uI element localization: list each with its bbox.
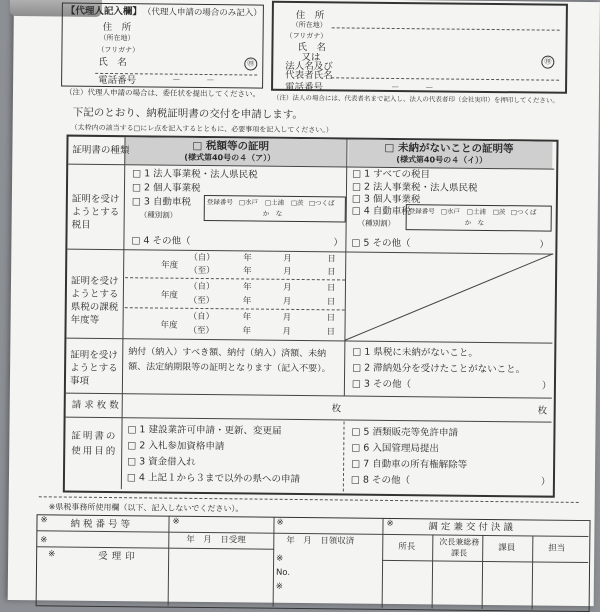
year-2-to: （至） <box>188 295 215 307</box>
purpose-item-2[interactable]: □ 2 入札参加資格申請 <box>127 440 225 453</box>
applicant-address-sub: （所在地） <box>291 20 327 30</box>
applicant-seal-mark: ㊞ <box>541 56 554 69</box>
office-mark-4: ※ <box>40 535 48 546</box>
agent-address-sub: （所在地） <box>99 33 135 43</box>
tax-b-kind-label: （種別割） <box>357 218 396 229</box>
application-form-sheet <box>8 0 600 606</box>
tax-a-place-2[interactable]: □土浦 <box>264 198 285 207</box>
office-no: No. <box>275 567 291 578</box>
tax-a-item-1[interactable]: □ 1 法人事業税・法人県民税 <box>132 168 258 181</box>
year-1-from-nen: 年 <box>243 253 252 264</box>
office-title: ※県税事務所使用欄（以下、記入しないでください）。 <box>48 502 244 514</box>
office-decision: 調定兼交付決議 <box>428 521 517 534</box>
year-1-to: （至） <box>189 265 215 277</box>
tax-b-place-4[interactable]: □つくば <box>510 208 537 217</box>
row-label-type: 証明書の種類 <box>72 144 130 157</box>
agent-address-label: 住 所 <box>102 21 132 34</box>
tax-a-reg-label: 登録番号 <box>206 198 233 207</box>
year-3-to-nen: 年 <box>242 326 252 337</box>
tax-b-item-1[interactable]: □ 1 すべての税目 <box>352 168 431 181</box>
copies-unit-a: 枚 <box>331 403 342 415</box>
matters-a-text: 納付（納入）すべき額、納付（納入）済額、未納額、法定納期限等の証明となります（記入不要）。 <box>128 347 331 375</box>
agent-box <box>61 3 264 89</box>
agent-footnote: （注）代理人申請の場合は、委任状を提出してください。 <box>64 87 261 99</box>
year-2-to-hi: 日 <box>326 297 336 308</box>
tax-b-item-4[interactable]: □ 4 自動車税 <box>351 205 411 218</box>
office-mark-5: ※ <box>48 549 56 560</box>
applicant-footnote: （注）法人の場合には、代表者名まで記入し、法人の代表者印（会社実印）を押印してください。 <box>272 93 559 105</box>
year-3-from-tsuki: 月 <box>282 312 292 323</box>
applicant-phone-label: 電話番号 <box>285 81 324 94</box>
tax-a-vehicle-box <box>204 195 346 222</box>
purpose-item-7[interactable]: □ 7 自動車の所有権解除等 <box>351 458 468 471</box>
year-1-nendo: 年度 <box>161 260 179 271</box>
applicant-furigana: （フリガナ） <box>285 31 328 41</box>
tax-a-kana: か な <box>262 209 283 218</box>
year-2-from-nen: 年 <box>242 282 252 293</box>
tax-b-item-5[interactable]: □ 5 その他（ <box>351 237 411 250</box>
instruction-text: （太枠内の該当する□にレ点を記入するとともに、必要事項を記入してください。） <box>70 123 333 135</box>
year-1-to-nen: 年 <box>243 266 252 277</box>
agent-name-label: 氏 名 <box>98 56 127 69</box>
agent-seal-mark: ㊞ <box>244 57 257 70</box>
matters-b-item-3[interactable]: □ 3 その他（ <box>351 378 412 391</box>
applicant-name-line-2: 又は <box>301 52 321 64</box>
office-role-4: 担当 <box>548 543 566 554</box>
matters-b-item-2[interactable]: □ 2 滞納処分を受けたことがないこと。 <box>352 362 526 376</box>
row-label-matters: 証明を受けようとする事項 <box>69 349 118 387</box>
office-tax-no: 納税番号等 <box>70 518 134 531</box>
row-label-tax-years: 証明を受けようとする県税の課税年度等 <box>70 275 119 326</box>
office-role-1: 所長 <box>398 542 416 553</box>
row-label-tax-items: 証明を受けようとする税目 <box>71 193 120 231</box>
office-ymd-received: 年 月 日受理 <box>186 534 246 546</box>
applicant-name-line-3: 法人名及び <box>285 60 333 73</box>
tax-a-place-1[interactable]: □水戸 <box>238 198 259 207</box>
office-received-stamp: 受理印 <box>98 550 139 563</box>
year-1-from-tsuki: 月 <box>283 253 292 264</box>
tax-b-reg-label: 登録番号 <box>408 207 435 216</box>
office-role-3: 課員 <box>498 543 516 554</box>
tax-b-place-2[interactable]: □土浦 <box>466 207 486 216</box>
office-role-2: 次長兼総務課長 <box>439 537 480 558</box>
purpose-item-8[interactable]: □ 8 その他（ <box>350 474 411 487</box>
year-1-from-hi: 日 <box>327 254 336 265</box>
col-a-title[interactable]: □ 税額等の証明 <box>192 139 270 153</box>
office-mark-1: ※ <box>40 515 48 526</box>
tax-b-item-2[interactable]: □ 2 法人事業税・法人県民税 <box>351 181 478 194</box>
year-2-from: （自） <box>188 281 215 293</box>
tax-b-vehicle-box <box>406 204 552 232</box>
years-not-applicable-diagonal <box>344 251 553 342</box>
year-3-from-hi: 日 <box>326 313 336 324</box>
purpose-item-6[interactable]: □ 6 入国管理局提出 <box>351 442 439 455</box>
tax-a-item-2[interactable]: □ 2 個人事業税 <box>131 182 201 194</box>
office-mark-7: ※ <box>275 581 284 592</box>
year-2-from-tsuki: 月 <box>282 282 292 293</box>
row-label-purpose: 証明書の使用目的 <box>71 430 118 458</box>
year-3-from-nen: 年 <box>242 312 252 323</box>
col-b-title[interactable]: □ 未納がないことの証明等 <box>384 141 514 156</box>
agent-box-title: 【代理人記入欄】 <box>65 5 142 18</box>
tax-a-place-4[interactable]: □つくば <box>308 199 335 208</box>
tax-a-place-3[interactable]: □茨 <box>290 198 304 208</box>
tax-b-item-3[interactable]: □ 3 個人事業税 <box>351 193 421 206</box>
copies-unit-b: 枚 <box>537 405 548 417</box>
agent-phone-dashes: － － <box>172 75 215 87</box>
purpose-item-5[interactable]: □ 5 酒類販売等免許申請 <box>351 426 459 439</box>
office-mark-6: ※ <box>276 553 284 564</box>
purpose-item-3[interactable]: □ 3 資金借入れ <box>127 456 196 468</box>
tax-a-item-3[interactable]: □ 3 自動車税 <box>131 196 191 208</box>
purpose-item-1[interactable]: □ 1 建設業許可申請・更新、変更届 <box>127 424 282 437</box>
office-mark-3: ※ <box>276 517 284 528</box>
year-2-to-nen: 年 <box>242 296 252 307</box>
year-1-from: （自） <box>189 252 215 264</box>
year-2-from-hi: 日 <box>326 283 336 294</box>
office-cut-line <box>39 496 579 503</box>
applicant-name-line-1: 氏 名 <box>297 41 327 54</box>
tax-a-kind-label: （種別割） <box>139 210 178 220</box>
col-a-subtitle: (様式第40号の４（ア）） <box>184 152 276 163</box>
year-1-to-hi: 日 <box>327 267 336 278</box>
year-3-to-hi: 日 <box>326 327 336 338</box>
year-2-nendo: 年度 <box>160 290 178 301</box>
applicant-address-label: 住 所 <box>295 9 325 22</box>
tax-b-item-5-close: ） <box>539 239 549 251</box>
tax-a-item-4[interactable]: □ 4 その他（ <box>131 235 191 247</box>
office-mark-2: ※ <box>172 516 180 527</box>
applicant-name-line-4: 代表者氏名 <box>285 69 333 82</box>
applicant-phone-dashes: － － <box>391 82 434 94</box>
col-b-subtitle: (様式第40号の４（イ）） <box>396 155 488 165</box>
agent-furigana: （フリガナ） <box>97 45 140 55</box>
row-label-copies: 請求枚数 <box>71 399 122 412</box>
tax-b-place-3[interactable]: □茨 <box>492 208 506 217</box>
agent-phone-label: 電話番号 <box>98 74 137 87</box>
office-mark-8: ※ <box>386 518 394 530</box>
tax-b-kana: か な <box>464 218 485 227</box>
year-3-to-tsuki: 月 <box>282 326 292 337</box>
year-3-to: （至） <box>188 325 215 337</box>
tax-a-item-4-close: ） <box>333 237 344 249</box>
agent-box-note: （代理人申請の場合のみ記入） <box>142 7 262 19</box>
year-1-to-tsuki: 月 <box>283 266 292 277</box>
purpose-item-8-close: ） <box>540 476 551 488</box>
request-text: 下記のとおり、納税証明書の交付を申請します。 <box>72 106 304 122</box>
tax-b-place-1[interactable]: □水戸 <box>440 207 460 216</box>
purpose-item-4[interactable]: □ 4 上記１から３まで以外の県への申請 <box>126 472 301 486</box>
year-2-to-tsuki: 月 <box>282 296 292 307</box>
office-ymd-collected: 年 月 日領収済 <box>286 535 355 547</box>
year-3-nendo: 年度 <box>160 320 178 331</box>
matters-b-item-1[interactable]: □ 1 県税に未納がないこと。 <box>352 346 478 359</box>
matters-b-item-3-close: ） <box>541 380 552 392</box>
year-3-from: （自） <box>188 311 215 323</box>
